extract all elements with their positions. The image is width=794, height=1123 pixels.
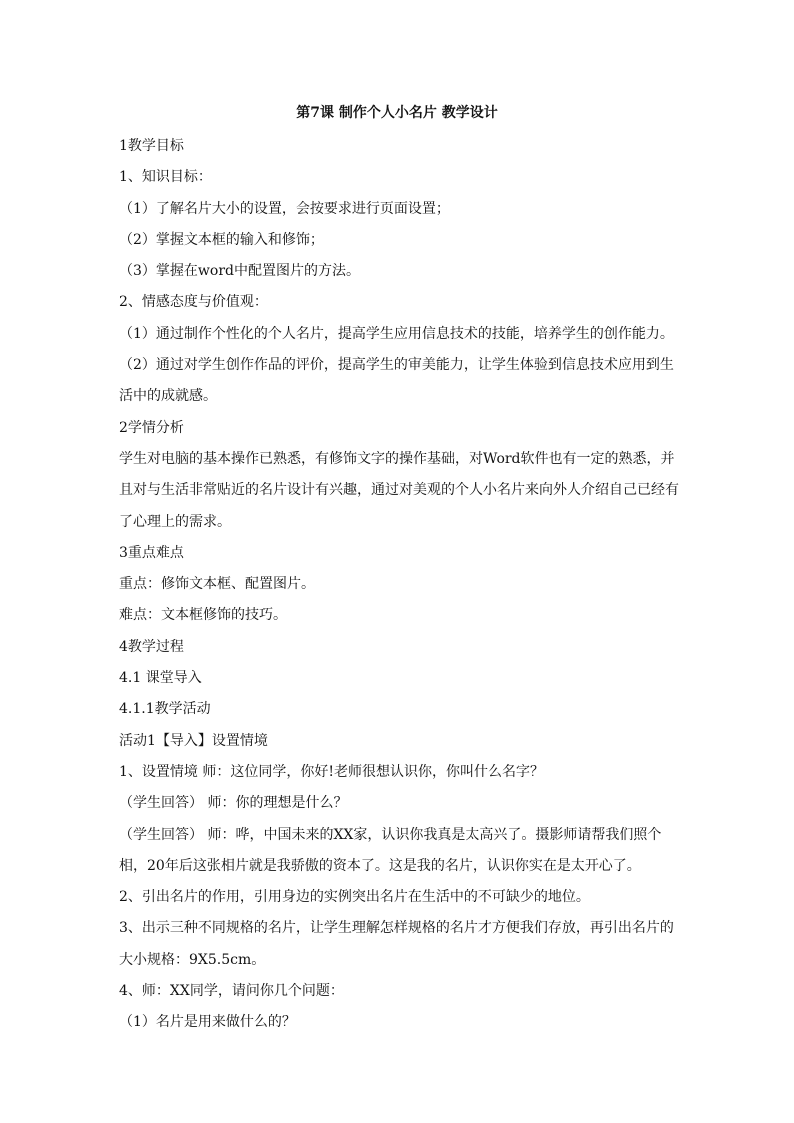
paragraph-line: 且对与生活非常贴近的名片设计有兴趣，通过对美观的个人小名片来向外人介绍自己已经有	[119, 482, 679, 499]
paragraph-line: （2）通过对学生创作作品的评价，提高学生的审美能力，让学生体验到信息技术应用到生	[119, 357, 674, 374]
paragraph-line: 活中的成就感。	[119, 388, 217, 405]
section-heading-key-points: 3重点难点	[119, 544, 184, 561]
section-heading-analysis: 2学情分析	[119, 419, 184, 436]
paragraph-line: 1、设置情境 师：这位同学，你好!老师很想认识你，你叫什么名字？	[119, 763, 544, 780]
paragraph-line: （2）掌握文本框的输入和修饰；	[119, 231, 324, 248]
subheading-intro: 4.1 课堂导入	[119, 670, 202, 687]
paragraph-line: 重点：修饰文本框、配置图片。	[119, 576, 315, 593]
paragraph-line: 4、师：XX同学，请问你几个问题：	[119, 983, 344, 1000]
paragraph-line: （1）了解名片大小的设置，会按要求进行页面设置；	[119, 200, 450, 217]
subheading-attitude: 2、情感态度与价值观：	[119, 294, 268, 311]
section-heading-objectives: 1教学目标	[119, 138, 184, 154]
activity-title: 活动1【导入】设置情境	[119, 732, 268, 749]
paragraph-line: （3）掌握在word中配置图片的方法。	[119, 263, 360, 280]
paragraph-line: （学生回答） 师：哗，中国未来的XX家，认识你我真是太高兴了。摄影师请帮我们照个	[119, 826, 662, 843]
paragraph-line: （1）名片是用来做什么的？	[119, 1014, 296, 1031]
document-body	[119, 131, 679, 1039]
paragraph-line: 大小规格：9X5.5cm。	[119, 951, 266, 968]
section-heading-process: 4教学过程	[119, 638, 184, 655]
paragraph-line: （1）通过制作个性化的个人名片，提高学生应用信息技术的技能，培养学生的创作能力。	[119, 325, 674, 342]
paragraph-line: 相，20年后这张相片就是我骄傲的资本了。这是我的名片，认识你实在是太开心了。	[119, 857, 641, 874]
document-title: 第7课 制作个人小名片 教学设计	[296, 105, 498, 121]
subheading-activities: 4.1.1教学活动	[119, 701, 211, 718]
paragraph-line: 3、出示三种不同规格的名片，让学生理解怎样规格的名片才方便我们存放，再引出名片的	[119, 920, 674, 937]
paragraph-line: 2、引出名片的作用，引用身边的实例突出名片在生活中的不可缺少的地位。	[119, 889, 590, 906]
paragraph-line: （学生回答） 师：你的理想是什么？	[119, 795, 348, 812]
subheading-knowledge: 1、知识目标：	[119, 169, 212, 186]
paragraph-line: 了心理上的需求。	[119, 513, 231, 530]
paragraph-line: 难点：文本框修饰的技巧。	[119, 607, 287, 624]
paragraph-line: 学生对电脑的基本操作已熟悉，有修饰文字的操作基础，对Word软件也有一定的熟悉，并	[119, 450, 675, 467]
